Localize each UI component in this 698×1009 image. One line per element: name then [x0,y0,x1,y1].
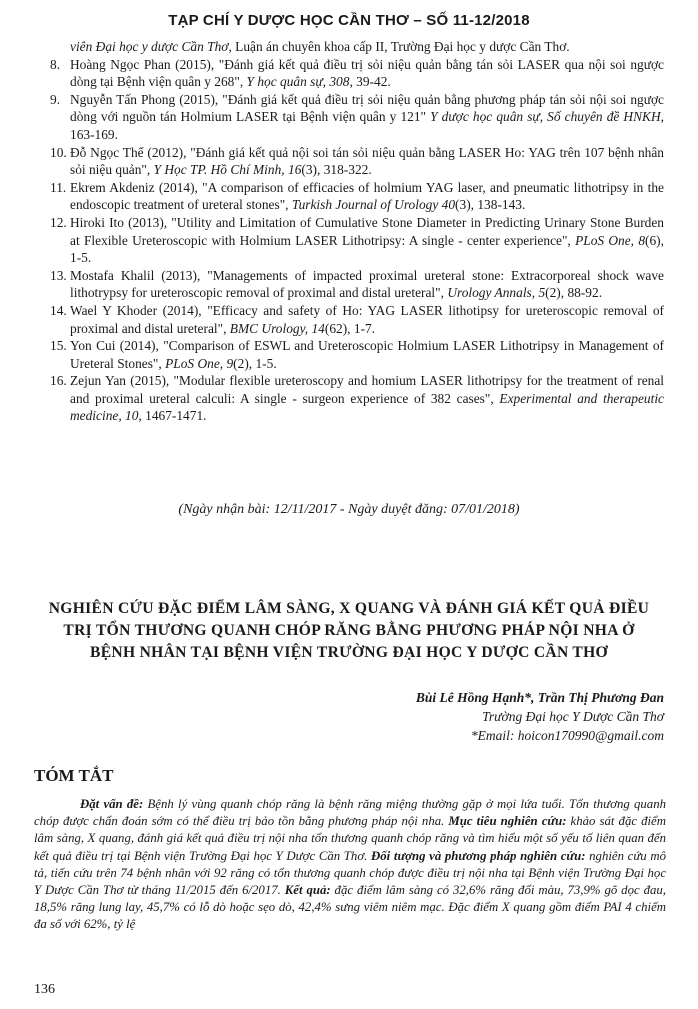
reference-text [70,302,664,337]
text-run: Hiroki Ito (2013), "Utility and Limitation of Cumulative Stone Diameter in Predicting Urinary Stone Burden at Flexible Ureteroscopic with Holmium LASER Lithotripsy: A single - center experience", [70,214,664,248]
text-run: Mostafa Khalil (2013), "Managements of impacted proximal ureteral stone: Extracorporeal shock wave lithotrypsy for ureteroscopic removal of proximal and distal ureteral", [70,267,664,301]
text-run: Y học quân sự, 308 [246,74,350,90]
reference-text [70,214,664,267]
text-run: Turkish Journal of Urology 40 [291,197,456,213]
text-run: Y dược học quân sự, Số chuyên đề HNKH [430,109,661,125]
reference-text [70,56,664,91]
text-run: Nguyễn Tấn Phong (2015), "Đánh giá kết quả điều trị sỏi niệu quản bằng phương pháp tán sỏi nội soi ngược dòng với nguồn tán Holmium LASER tại Bệnh viện quân y 121" [70,91,664,125]
reference-item [50,38,664,56]
reference-item [50,91,664,144]
text-run: viên Đại học y dược Cần Thơ [70,39,229,54]
text-run: (62), 1-7. [324,320,376,336]
text-run: BMC Urology, 14 [229,320,325,336]
reference-text [70,372,664,425]
text-run: (6), 1-5. [70,232,664,266]
text-run: (2), 88-92. [545,285,603,301]
author-block [416,688,664,745]
text-run: Hoàng Ngọc Phan (2015), "Đánh giá kết quả điều trị sỏi niệu quản bằng tán sỏi LASER qua nội soi ngược dòng tại Bệnh viện quân y 268", [70,56,664,90]
reference-item [50,372,664,425]
reference-item [50,144,664,179]
text-run: (2), 1-5. [233,355,277,371]
reference-item [50,267,664,302]
text-run: PLoS One, 9 [165,355,234,371]
reference-text [70,179,664,214]
reference-number: 9. [50,91,61,107]
text-run: Mục tiêu nghiên cứu: [448,814,567,829]
reference-number: 14. [50,302,67,318]
reference-number: 13. [50,267,67,283]
abstract-heading: TÓM TẮT [34,766,114,785]
reference-list [50,38,664,425]
reference-number: 12. [50,214,67,230]
reference-text [70,144,664,179]
text-run: , Luận án chuyên khoa cấp II, Trường Đại học y dược Cần Thơ. [228,39,570,54]
text-run: Urology Annals, 5 [447,285,546,301]
author-email: *Email: hoicon170990@gmail.com [470,728,664,743]
reference-number: 11. [50,179,67,195]
reference-number: 10. [50,144,67,160]
text-run: PLoS One, 8 [575,232,646,248]
text-run: , 39-42. [349,74,391,90]
reference-text [70,91,664,144]
author-affiliation: Trường Đại học Y Dược Cần Thơ [482,709,664,724]
reference-item [50,214,664,267]
text-run: Zejun Yan (2015), "Modular flexible ureteroscopy and homium LASER lithotripsy for the treatment of renal and proximal ureteral calculi: A single - surgeon experience of 382 cases", [70,373,664,406]
reference-item [50,337,664,372]
author-names: Bùi Lê Hồng Hạnh*, Trần Thị Phương Đan [415,690,664,705]
text-run: Yon Cui (2014), "Comparison of ESWL and Ureteroscopic Holmium LASER Lithotripsy in Management of Ureteral Stones", [70,338,664,371]
text-run: (3), 318-322. [301,162,372,178]
journal-header: TẠP CHÍ Y DƯỢC HỌC CẦN THƠ – SỐ 11-12/2018 [168,12,530,29]
reference-text [70,337,664,372]
reference-number: 16. [50,373,67,389]
text-run: Đặt vấn đề: [80,797,144,811]
text-run: Ekrem Akdeniz (2014), "A comparison of efficacies of holmium YAG laser, and pneumatic lithotripsy in the endoscopic treatment of ureteral stones", [70,179,664,213]
reference-item [50,179,664,214]
text-run: Đối tượng và phương pháp nghiên cứu: [371,848,586,863]
reference-text [70,267,664,302]
reference-number [50,38,70,56]
text-run: nghiên cứu mô tả, tiến cứu trên 74 bệnh nhân với 92 răng có tổn thương quanh chóp được điều trị nội nha tại Bệnh viện Trường Đại học Y Dược Cần Thơ từ tháng 11/2015 đến 6/2017. [34,848,666,898]
reference-item [50,302,664,337]
text-run: đặc điểm lâm sàng có 32,6% răng đổi màu, 73,9% gõ dọc đau, 18,5% răng lung lay, 45,7% có lỗ dò hoặc sẹo dò, 42,4% sưng viêm niêm mạc. Đặc điểm X quang gồm điểm PAI 4 chiếm đa số với 62%, tỷ lệ [34,883,666,932]
article-title: NGHIÊN CỨU ĐẶC ĐIỂM LÂM SÀNG, X QUANG VÀ ĐÁNH GIÁ KẾT QUẢ ĐIỀU TRỊ TỔN THƯƠNG QUANH CHÓP RĂNG BẰNG PHƯƠNG PHÁP NỘI NHA Ở BỆNH NHÂN TẠI BỆNH VIỆN TRƯỜNG ĐẠI HỌC Y DƯỢC CẦN THƠ [48,600,650,661]
received-date-note: (Ngày nhận bài: 12/11/2017 - Ngày duyệt đăng: 07/01/2018) [178,502,520,517]
text-run: Y Học TP. Hồ Chí Minh, 16 [153,162,302,178]
reference-text [70,38,664,56]
text-run: , 1467-1471. [138,408,207,424]
text-run: Experimental and therapeutic medicine, 10 [70,390,664,424]
text-run: Bệnh lý vùng quanh chóp răng là bệnh răng miệng thường gặp ở mọi lứa tuổi. Tổn thương quanh chóp được chẩn đoán sớm có thể điều trị bảo tồn bằng phương pháp nội nha. [34,797,666,829]
reference-number: 15. [50,338,67,354]
text-run: Kết quả: [284,883,331,898]
abstract-text [34,796,666,934]
text-run: Wael Y Khoder (2014), "Efficacy and safety of Ho: YAG LASER lithotipsy for ureteroscopic removal of proximal and distal ureteral", [70,302,664,336]
text-run: , 163-169. [70,109,664,142]
text-run: Đỗ Ngọc Thể (2012), "Đánh giá kết quả nội soi tán sỏi niệu quản bằng LASER Ho: YAG trên 107 bệnh nhân sỏi niệu quản", [70,144,664,178]
text-run: khảo sát đặc điểm lâm sàng, X quang, đánh giá kết quả điều trị nội nha tổn thương quanh chóp răng và tìm hiểu một số yếu tố liên quan đến kết quả điều trị tại Bệnh viện Trường Đại học Y Dược Cần Thơ. [34,814,666,863]
reference-number: 8. [50,56,61,72]
page-number: 136 [34,982,55,997]
reference-item [50,56,664,91]
text-run: (3), 138-143. [455,197,526,213]
